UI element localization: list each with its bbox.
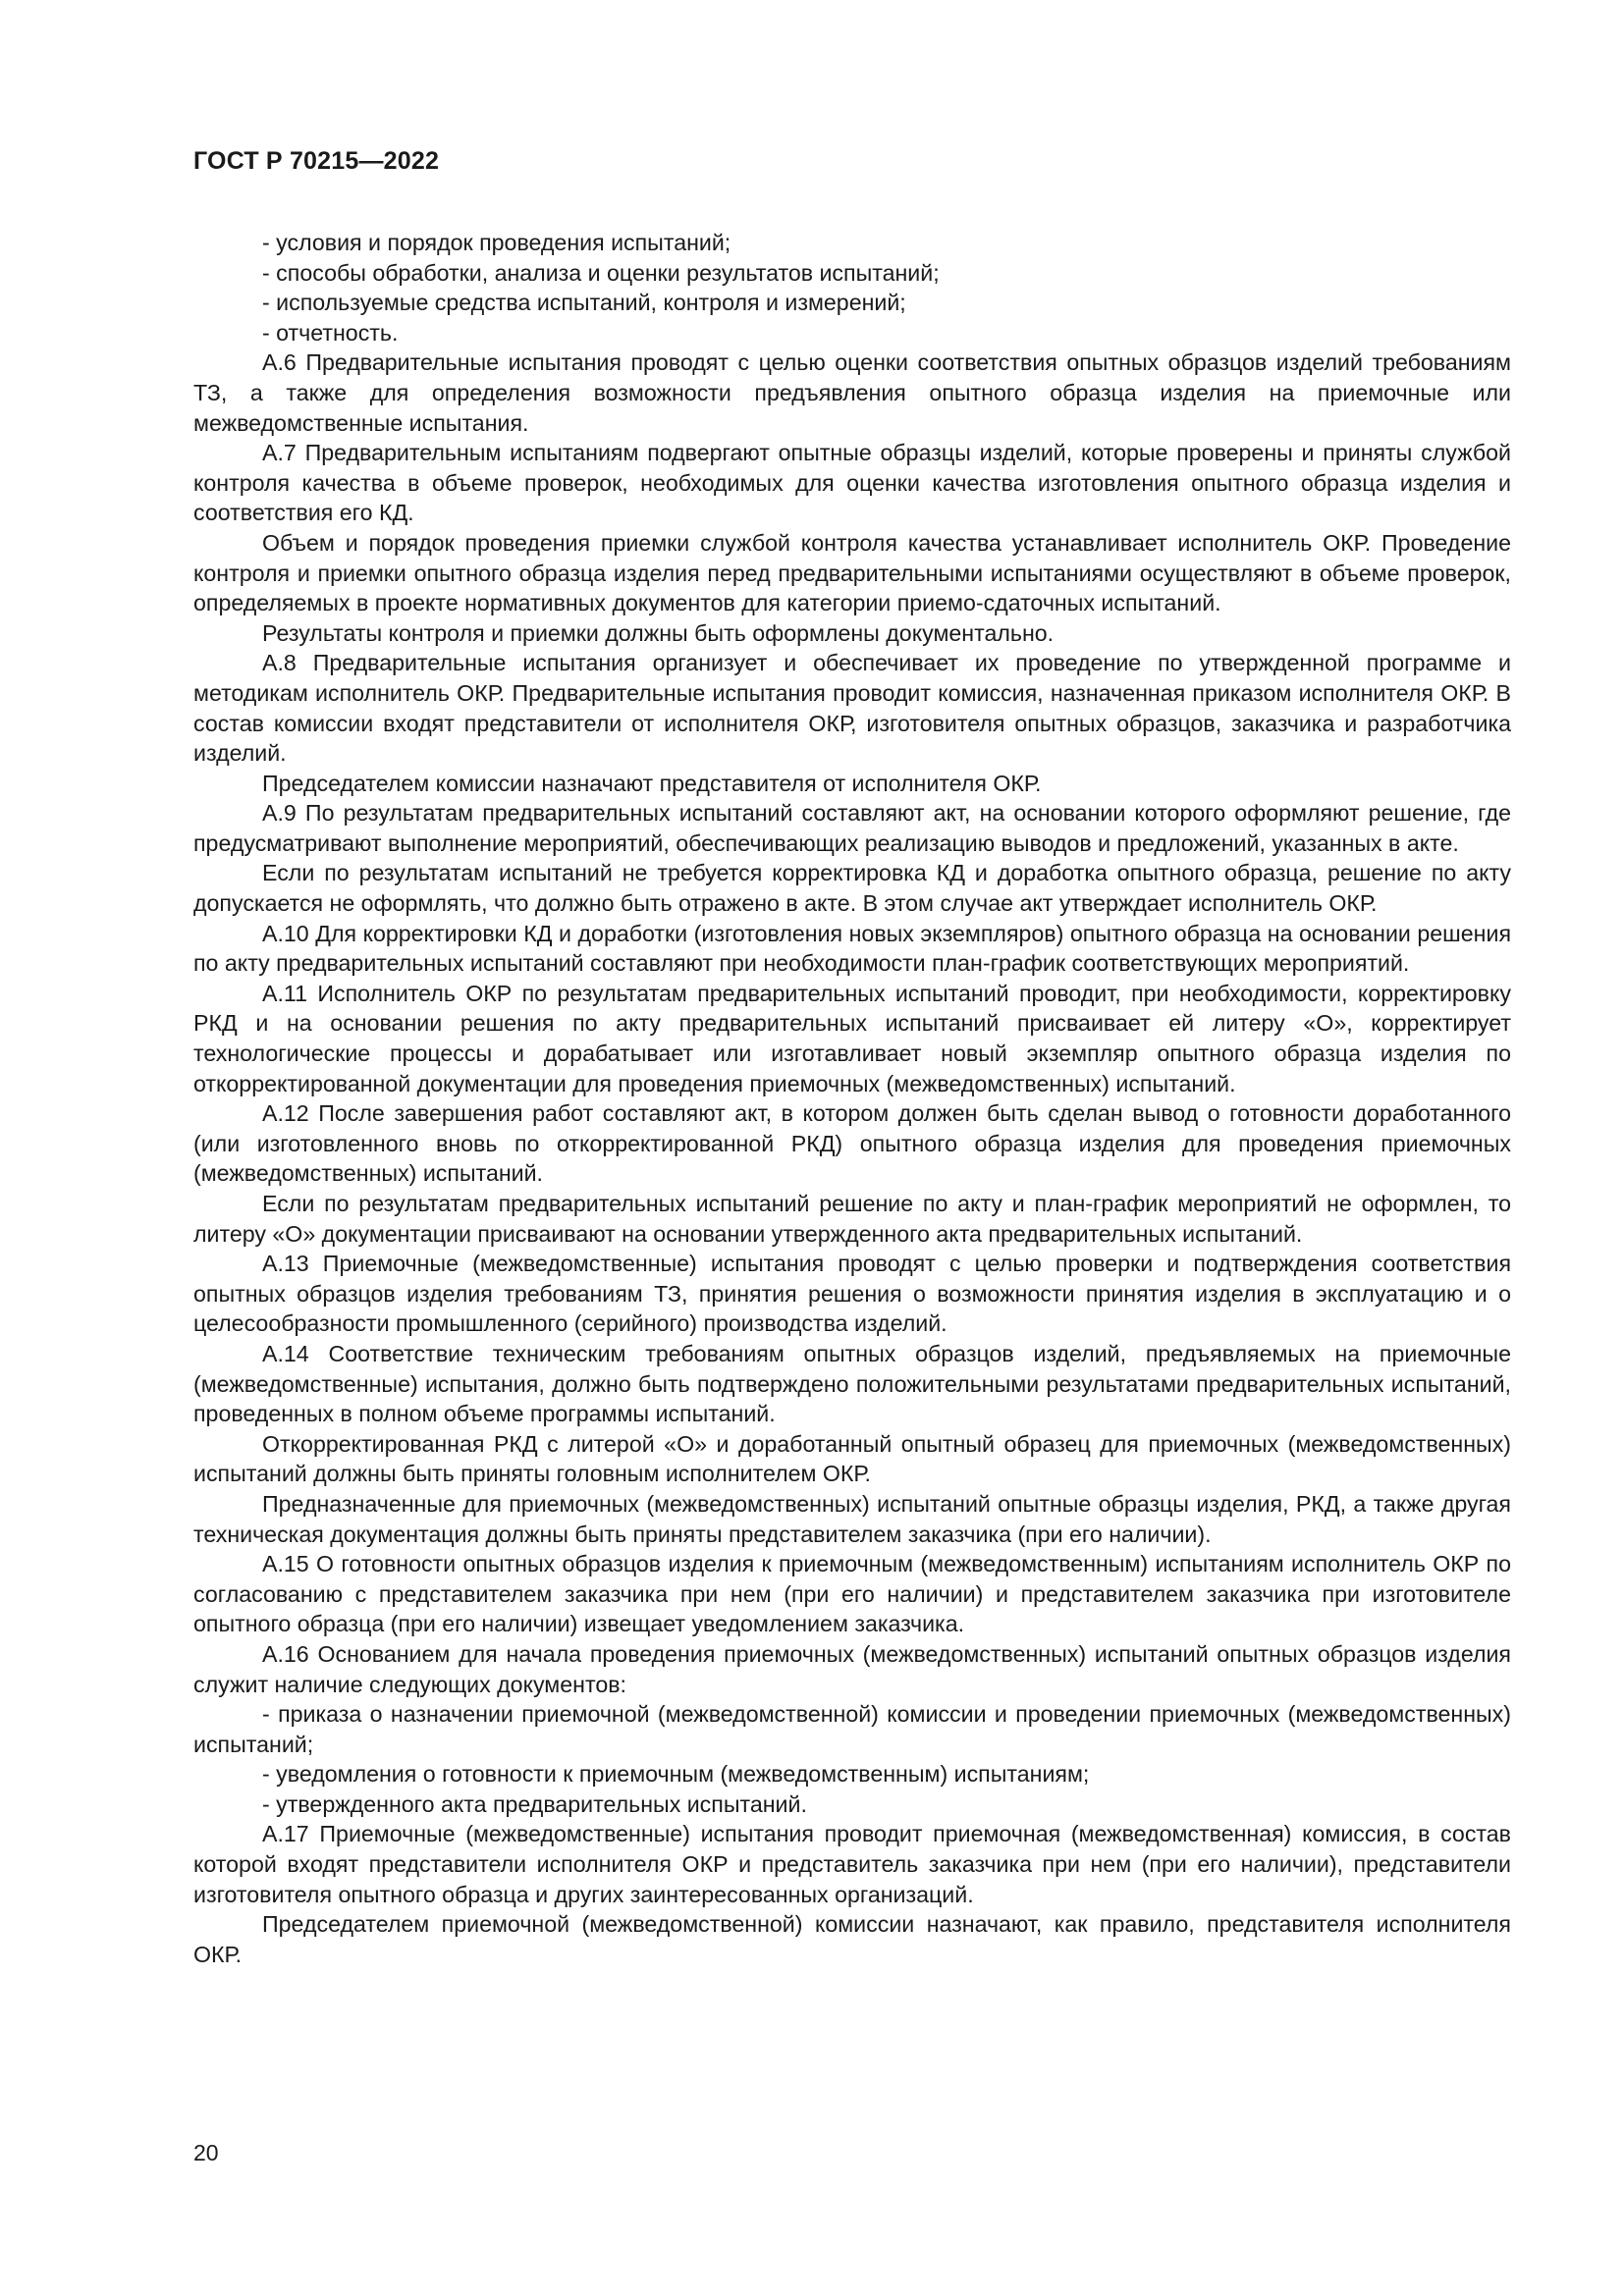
list-item: - уведомления о готовности к приемочным (межведомственным) испытаниям;	[262, 1761, 1090, 1788]
paragraph-a15: А.15 О готовности опытных образцов изделия к приемочным (межведомственным) испытаниям исполнитель ОКР по согласованию с представителем заказчика при нем (при его наличии) и представителем заказчика при изготовителе опытного образца (при его наличии) извещает уведомлением заказчика.	[193, 1551, 1511, 1637]
paragraph-a10: А.10 Для корректировки КД и доработки (изготовления новых экземпляров) опытного образца на основании решения по акту предварительных испытаний составляют при необходимости план-график соответствующих мероприятий.	[193, 920, 1511, 977]
document-body	[193, 228, 1511, 1969]
page-number: 20	[193, 2140, 219, 2165]
paragraph: Откорректированная РКД с литерой «О» и доработанный опытный образец для приемочных (межведомственных) испытаний должны быть приняты головным исполнителем ОКР.	[193, 1430, 1511, 1487]
list-item: - приказа о назначении приемочной (межведомственной) комиссии и проведении приемочных (межведомственных) испытаний;	[193, 1701, 1511, 1757]
list-item: - отчетность.	[262, 319, 399, 346]
paragraph: Если по результатам предварительных испытаний решение по акту и план-график мероприятий не оформлен, то литеру «О» документации присваивают на основании утвержденного акта предварительных испытаний.	[193, 1191, 1511, 1247]
paragraph-a9: А.9 По результатам предварительных испытаний составляют акт, на основании которого оформляют решение, где предусматривают выполнение мероприятий, обеспечивающих реализацию выводов и предложений, указанных в акте.	[193, 800, 1511, 856]
list-item: - используемые средства испытаний, контроля и измерений;	[262, 290, 906, 316]
paragraph-a12: А.12 После завершения работ составляют акт, в котором должен быть сделан вывод о готовности доработанного (или изготовленного вновь по откорректированной РКД) опытного образца изделия для проведения приемочных (межведомственных) испытаний.	[193, 1100, 1511, 1187]
paragraph-a8: А.8 Предварительные испытания организует и обеспечивает их проведение по утвержденной программе и методикам исполнитель ОКР. Предварительные испытания проводит комиссия, назначенная приказом исполнителя ОКР. В состав комиссии входят представители от исполнителя ОКР, изготовителя опытных образцов, заказчика и разработчика изделий.	[193, 650, 1511, 767]
paragraph-a14: А.14 Соответствие техническим требованиям опытных образцов изделий, предъявляемых на приемочные (межведомственные) испытания, должно быть подтверждено положительными результатами предварительных испытаний, проведенных в полном объеме программы испытаний.	[193, 1340, 1511, 1427]
list-item: - утвержденного акта предварительных испытаний.	[262, 1790, 807, 1817]
paragraph-a16: А.16 Основанием для начала проведения приемочных (межведомственных) испытаний опытных образцов изделия служит наличие следующих документов:	[193, 1640, 1511, 1697]
list-item: - условия и порядок проведения испытаний;	[262, 230, 731, 255]
document-header-code: ГОСТ Р 70215—2022	[193, 147, 440, 175]
paragraph: Объем и порядок проведения приемки службой контроля качества устанавливает исполнитель ОКР. Проведение контроля и приемки опытного образца изделия перед предварительными испытаниями осуществляют в объеме проверок, определяемых в проекте нормативных документов для категории приемо-сдаточных испытаний.	[193, 529, 1511, 616]
paragraph-a7: А.7 Предварительным испытаниям подвергают опытные образцы изделий, которые проверены и приняты службой контроля качества в объеме проверок, необходимых для оценки качества изготовления опытного образца изделия и соответствия его КД.	[193, 440, 1511, 526]
paragraph-a6: А.6 Предварительные испытания проводят с целью оценки соответствия опытных образцов изделий требованиям ТЗ, а также для определения возможности предъявления опытного образца изделия на приемочные или межведомственные испытания.	[193, 349, 1511, 436]
paragraph: Результаты контроля и приемки должны быть оформлены документально.	[262, 619, 1055, 646]
paragraph-a11: А.11 Исполнитель ОКР по результатам предварительных испытаний проводит, при необходимости, корректировку РКД и на основании решения по акту предварительных испытаний присваивает ей литеру «О», корректирует технологические процессы и дорабатывает или изготавливает новый экземпляр опытного образца изделия по откорректированной документации для проведения приемочных (межведомственных) испытаний.	[193, 980, 1511, 1096]
list-item: - способы обработки, анализа и оценки результатов испытаний;	[262, 259, 940, 286]
paragraph: Председателем приемочной (межведомственной) комиссии назначают, как правило, представителя исполнителя ОКР.	[193, 1911, 1511, 1967]
paragraph: Председателем комиссии назначают представителя от исполнителя ОКР.	[262, 770, 1042, 796]
paragraph: Если по результатам испытаний не требуется корректировка КД и доработка опытного образца, решение по акту допускается не оформлять, что должно быть отражено в акте. В этом случае акт утверждает исполнитель ОКР.	[193, 860, 1511, 917]
paragraph: Предназначенные для приемочных (межведомственных) испытаний опытные образцы изделия, РКД, а также другая техническая документация должны быть приняты представителем заказчика (при его наличии).	[193, 1490, 1511, 1547]
paragraph-a13: А.13 Приемочные (межведомственные) испытания проводят с целью проверки и подтверждения соответствия опытных образцов изделия требованиям ТЗ, принятия решения о возможности принятия изделия в эксплуатацию и о целесообразности промышленного (серийного) производства изделий.	[193, 1251, 1511, 1337]
paragraph-a17: А.17 Приемочные (межведомственные) испытания проводит приемочная (межведомственная) комиссия, в состав которой входят представители исполнителя ОКР и представитель заказчика при нем (при его наличии), представители изготовителя опытного образца и других заинтересованных организаций.	[193, 1821, 1511, 1907]
